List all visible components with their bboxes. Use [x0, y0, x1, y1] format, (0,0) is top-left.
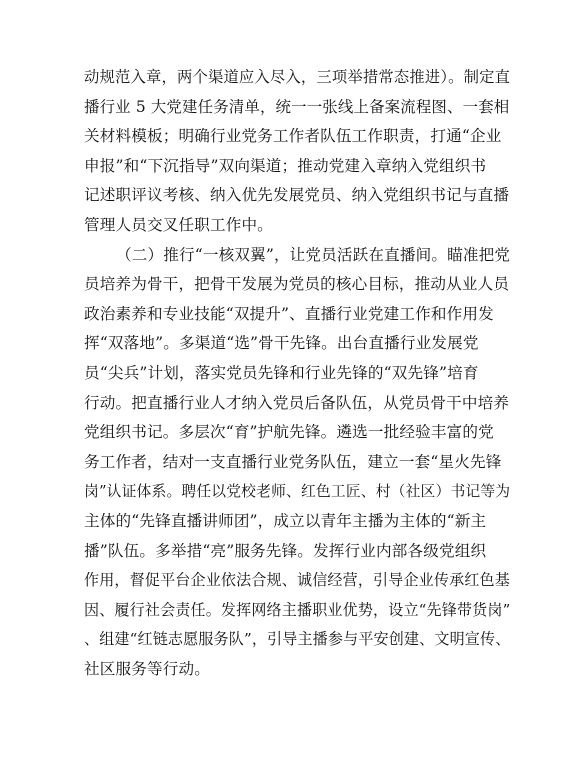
text-line: 行动。把直播行业人才纳入党员后备队伍，从党员骨干中培养: [84, 393, 510, 412]
text-line: 员“尖兵”计划，落实党员先锋和行业先锋的“双先锋”培育: [84, 363, 479, 382]
text-line: 动规范入章，两个渠道应入尽入，三项举措常态推进）。制定直: [84, 68, 511, 86]
text-line: 社区服务等行动。: [84, 659, 210, 678]
text-line: 岗”认证体系。聘任以党校老师、红色工匠、村（社区）书记等为: [84, 483, 511, 501]
text-line: 播”队伍。多举措“亮”服务先锋。发挥行业内部各级党组织: [84, 541, 487, 560]
paragraph-2: [84, 241, 510, 685]
text-line: 管理人员交叉任职工作中。: [84, 215, 273, 234]
text-line: 作用，督促平台企业依法合规、诚信经营，引导企业传承红色基: [84, 571, 510, 590]
text-line: 记述职评议考核、纳入优先发展党员、纳入党组织书记与直播: [84, 186, 510, 205]
text-line: 挥“双落地”。多渠道“选”骨干先锋。出台直播行业发展党: [84, 334, 479, 353]
text-line: 员培养为骨干，把骨干发展为党员的核心目标，推动从业人员: [84, 275, 510, 294]
text-line: （二）推行“一核双翼”，让党员活跃在直播间。瞄准把党: [116, 245, 511, 264]
text-line: 政治素养和专业技能“双提升”、直播行业党建工作和作用发: [84, 304, 494, 323]
text-line: 播行业 5 大党建任务清单，统一一张线上备案流程图、一套相: [84, 97, 510, 116]
text-line: 党组织书记。多层次“育”护航先锋。遴选一批经验丰富的党: [84, 423, 494, 442]
text-line: 申报”和“下沉指导”双向渠道；推动党建入章纳入党组织书: [84, 156, 487, 175]
paragraph-1: [84, 63, 510, 241]
text-line: 因、履行社会责任。发挥网络主播职业优势，设立“先锋带货岗”: [84, 600, 511, 619]
document-body: [84, 63, 510, 684]
text-line: 务工作者，结对一支直播行业党务队伍，建立一套“星火先锋: [84, 452, 502, 471]
text-line: 、组建“红链志愿服务队”，引导主播参与平安创建、文明宣传、: [84, 630, 511, 649]
text-line: 主体的“先锋直播讲师团”，成立以青年主播为主体的“新主: [84, 511, 487, 530]
text-line: 关材料模板；明确行业党务工作者队伍工作职责，打通“企业: [84, 127, 502, 146]
